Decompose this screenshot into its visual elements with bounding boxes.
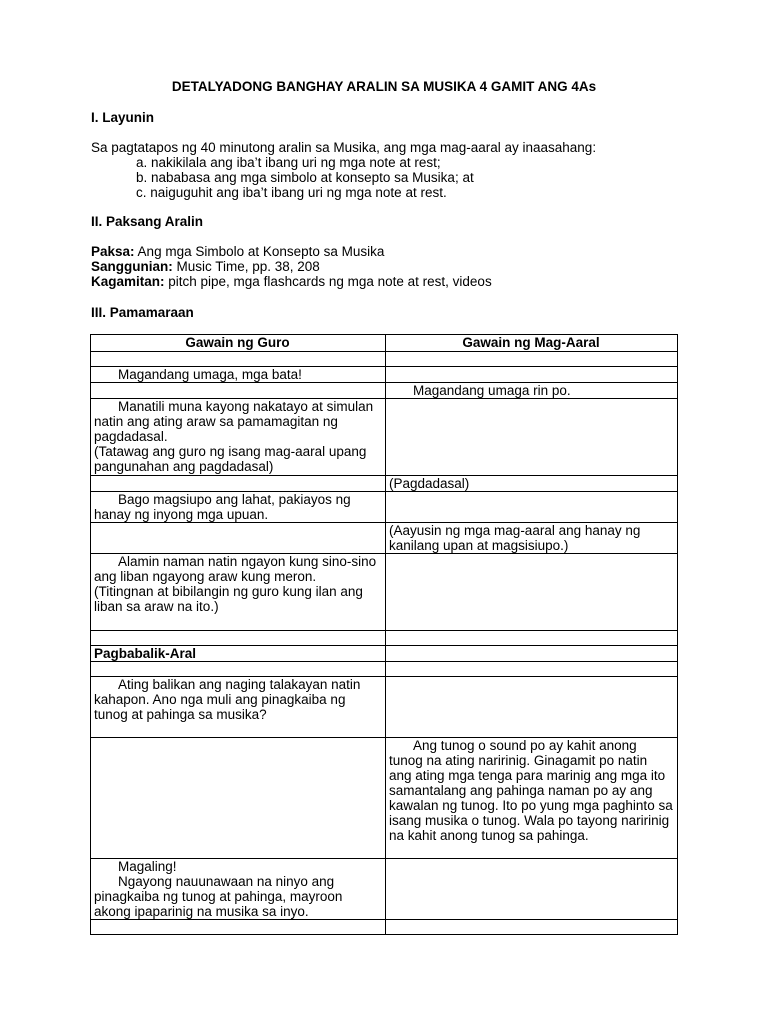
sanggunian-line bbox=[91, 259, 492, 274]
section-heading-layunin: I. Layunin bbox=[91, 110, 155, 125]
student-arrange-chairs: (Aayusin ng mga mag-aaral ang hanay ng kanilang upan at magsisiupo.) bbox=[389, 523, 641, 553]
table-cell bbox=[386, 738, 678, 859]
student-greeting: Magandang umaga rin po. bbox=[413, 383, 571, 398]
table-cell bbox=[386, 920, 678, 935]
table-cell bbox=[91, 492, 386, 523]
paksa-line bbox=[91, 244, 492, 259]
table-cell bbox=[91, 523, 386, 554]
table-cell bbox=[386, 476, 678, 492]
table-row bbox=[91, 738, 678, 859]
kagamitan-line bbox=[91, 274, 492, 289]
table-header-row bbox=[91, 335, 678, 352]
teacher-praise: Magaling! bbox=[118, 859, 177, 874]
table-cell bbox=[386, 367, 678, 383]
table-row bbox=[91, 352, 678, 367]
table-row bbox=[91, 662, 678, 677]
table-cell bbox=[91, 677, 386, 738]
student-review-answer: Ang tunog o sound po ay kahit anong tunog na ating naririnig. Ginagamit po natin ang ating mga tenga para marinig ang mga ito samantalang ang pahinga naman po ay ang kawalan ng tunog. Ito po yung mga paghinto sa isang musika o tunog. Wala po tayong naririnig na kahit anong tunog sa pahinga. bbox=[389, 738, 673, 843]
table-cell bbox=[91, 662, 386, 677]
section-heading-paksang-aralin: II. Paksang Aralin bbox=[91, 214, 204, 229]
table-cell bbox=[91, 352, 386, 367]
objective-item: c. naiguguhit ang iba’t ibang uri ng mga note at rest. bbox=[136, 185, 447, 200]
table-row bbox=[91, 383, 678, 399]
table-row bbox=[91, 631, 678, 646]
objective-item: a. nakikilala ang iba’t ibang uri ng mga note at rest; bbox=[136, 155, 441, 170]
table-cell bbox=[91, 383, 386, 399]
objective-item: b. nababasa ang mga simbolo at konsepto sa Musika; at bbox=[136, 170, 474, 185]
review-subheading: Pagbabalik-Aral bbox=[94, 646, 197, 661]
table-row bbox=[91, 859, 678, 920]
teacher-music-intro: Ngayong nauunawaan na ninyo ang pinagkaiba ng tunog at pahinga, mayroon akong ipaparinig na musika sa inyo. bbox=[94, 874, 343, 919]
table-cell bbox=[386, 631, 678, 646]
table-cell bbox=[91, 476, 386, 492]
table-row bbox=[91, 920, 678, 935]
table-cell bbox=[386, 677, 678, 738]
table-cell bbox=[386, 352, 678, 367]
kagamitan-value: pitch pipe, mga flashcards ng mga note at rest, videos bbox=[164, 274, 492, 289]
teacher-arrange-chairs: Bago magsiupo ang lahat, pakiayos ng hanay ng inyong mga upuan. bbox=[94, 492, 351, 522]
table-cell bbox=[91, 554, 386, 631]
sanggunian-value: Music Time, pp. 38, 208 bbox=[172, 259, 320, 274]
table-cell bbox=[91, 920, 386, 935]
table-row bbox=[91, 476, 678, 492]
table-cell bbox=[386, 492, 678, 523]
teacher-review-question: Ating balikan ang naging talakayan natin kahapon. Ano nga muli ang pinagkaiba ng tunog at pahinga sa musika? bbox=[94, 677, 361, 722]
teacher-attendance: Alamin naman natin ngayon kung sino-sino ang liban ngayong araw kung meron. bbox=[94, 554, 377, 584]
objectives-list bbox=[136, 155, 474, 200]
table-cell bbox=[91, 631, 386, 646]
paksa-value: Ang mga Simbolo at Konsepto sa Musika bbox=[134, 244, 385, 259]
table-cell bbox=[386, 646, 678, 662]
table-row bbox=[91, 554, 678, 631]
teacher-greeting: Magandang umaga, mga bata! bbox=[118, 367, 302, 382]
teacher-attendance-note: (Titingnan at bibilangin ng guro kung ilan ang liban sa araw na ito.) bbox=[94, 584, 363, 614]
table-row bbox=[91, 646, 678, 662]
table-row bbox=[91, 492, 678, 523]
table-row bbox=[91, 677, 678, 738]
header-student: Gawain ng Mag-Aaral bbox=[386, 335, 678, 352]
table-cell bbox=[91, 859, 386, 920]
teacher-prayer-instruction: Manatili muna kayong nakatayo at simulan natin ang ating araw sa pamamagitan ng pagdadasal. bbox=[94, 399, 374, 444]
table-cell bbox=[386, 523, 678, 554]
lesson-procedure-table bbox=[90, 334, 678, 935]
table-cell bbox=[91, 738, 386, 859]
sanggunian-label: Sanggunian: bbox=[91, 259, 173, 274]
table-cell bbox=[91, 399, 386, 476]
table-cell bbox=[91, 367, 386, 383]
paksa-label: Paksa: bbox=[91, 244, 135, 259]
table-cell bbox=[386, 554, 678, 631]
table-row bbox=[91, 367, 678, 383]
student-prayer: (Pagdadasal) bbox=[389, 476, 470, 491]
teacher-prayer-note: (Tatawag ang guro ng isang mag-aaral upang pangunahan ang pagdadasal) bbox=[94, 444, 367, 474]
lesson-details bbox=[91, 244, 492, 289]
kagamitan-label: Kagamitan: bbox=[91, 274, 165, 289]
document-title: DETALYADONG BANGHAY ARALIN SA MUSIKA 4 GAMIT ANG 4As bbox=[171, 79, 597, 94]
header-teacher: Gawain ng Guro bbox=[91, 335, 386, 352]
table-cell bbox=[386, 383, 678, 399]
section-heading-pamamaraan: III. Pamamaraan bbox=[91, 305, 194, 320]
layunin-intro: Sa pagtatapos ng 40 minutong aralin sa Musika, ang mga mag-aaral ay inaasahang: bbox=[91, 140, 597, 155]
table-row bbox=[91, 523, 678, 554]
table-row bbox=[91, 399, 678, 476]
table-cell bbox=[386, 859, 678, 920]
table-cell bbox=[386, 399, 678, 476]
table-cell bbox=[386, 662, 678, 677]
table-cell bbox=[91, 646, 386, 662]
